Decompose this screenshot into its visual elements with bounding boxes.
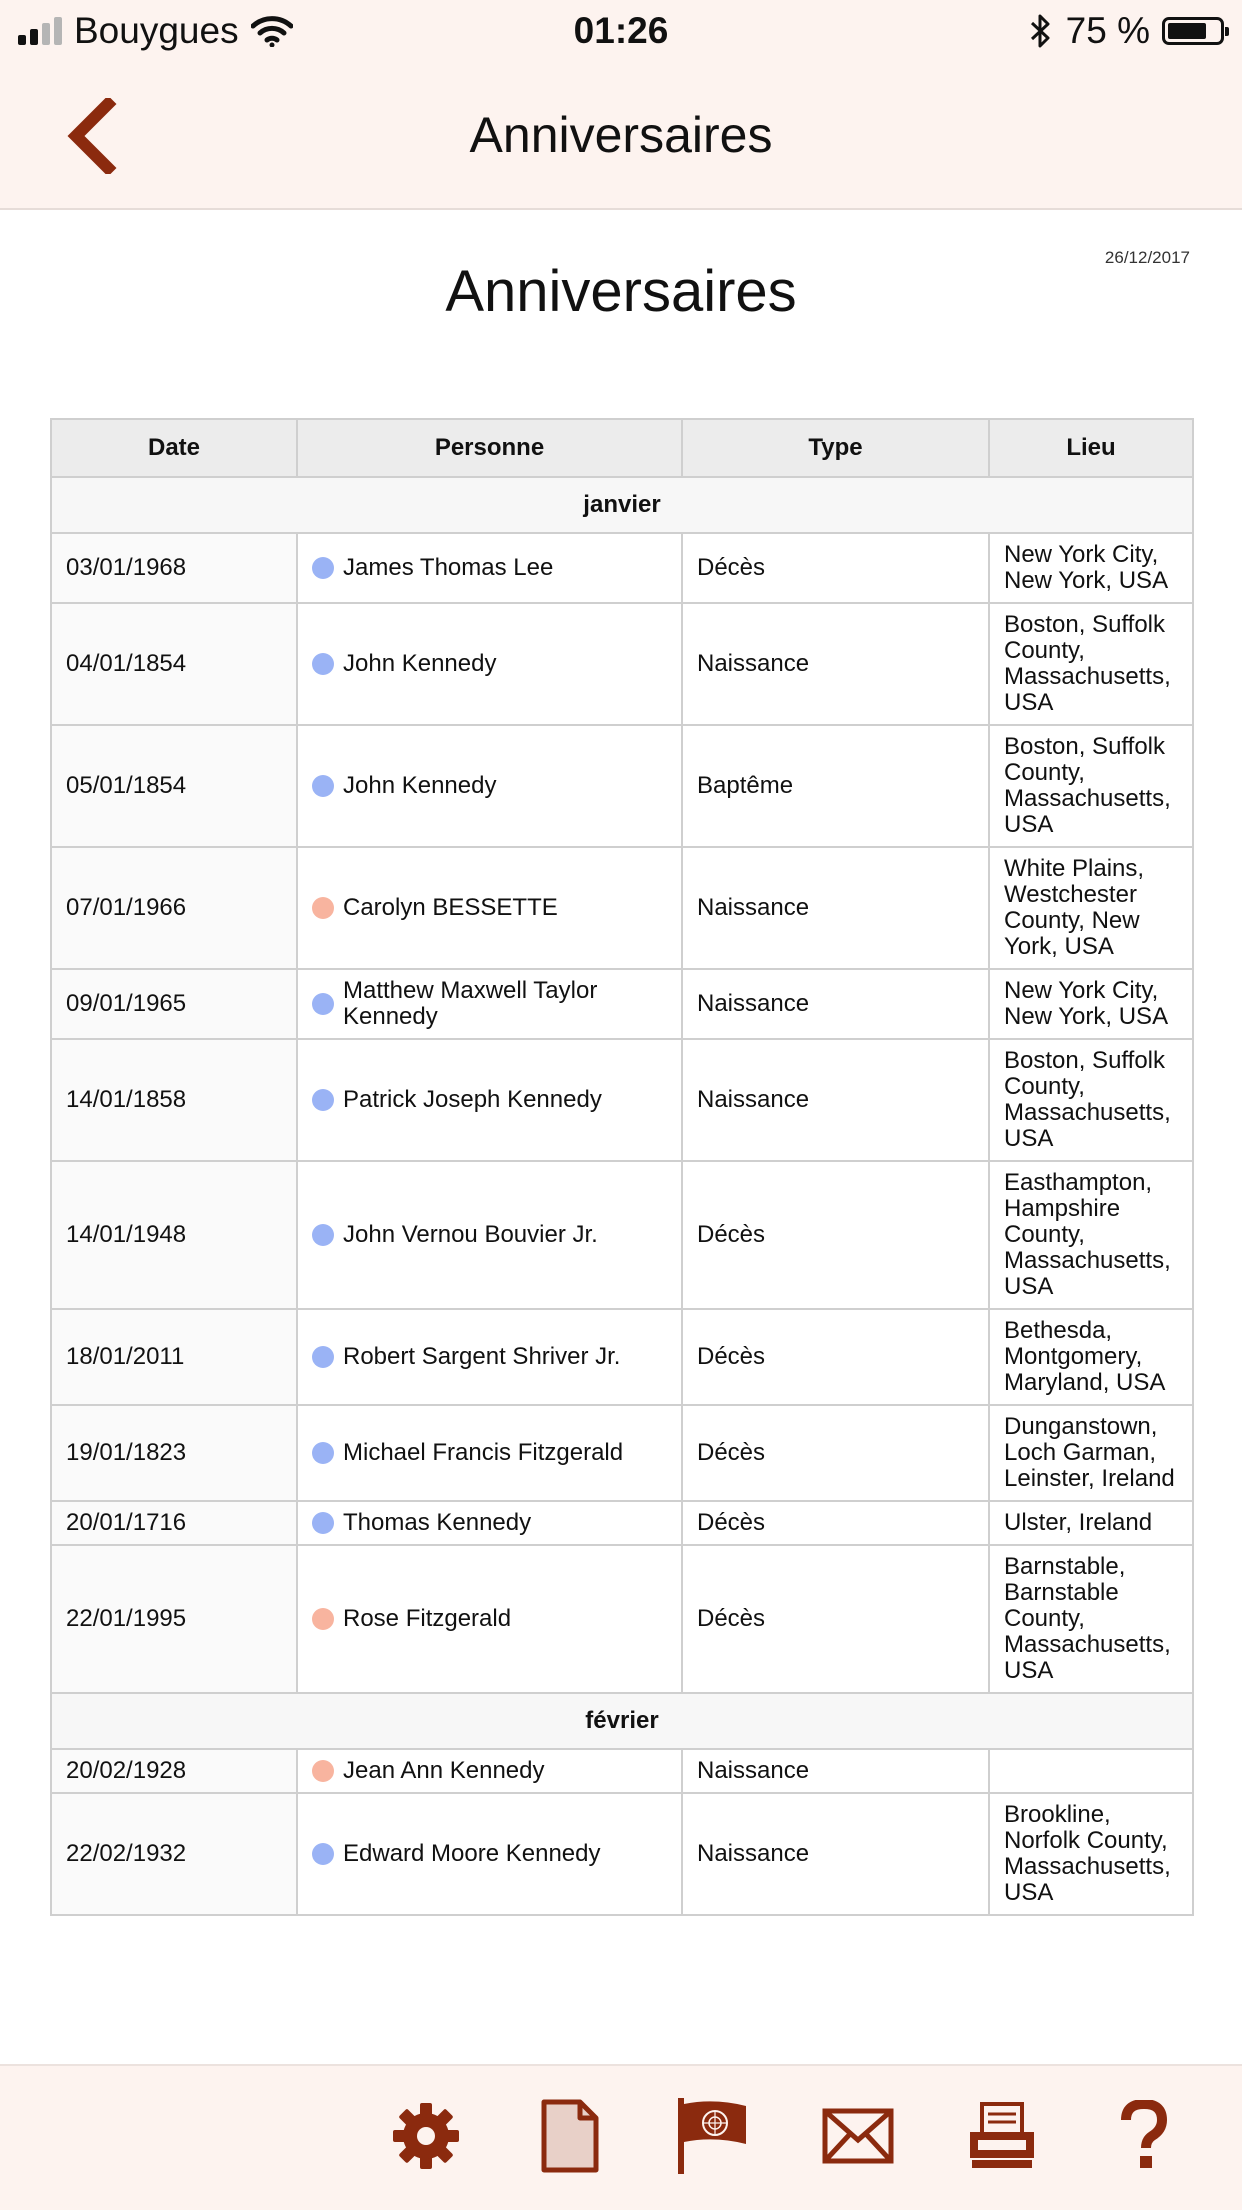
cell-place: Easthampton, Hampshire County, Massachusetts, USA [989, 1161, 1193, 1309]
cell-date: 07/01/1966 [51, 847, 297, 969]
report-date: 26/12/2017 [1104, 248, 1190, 267]
cell-type: Naissance [682, 969, 989, 1039]
person-name: Carolyn BESSETTE [343, 894, 558, 921]
table-row[interactable] [51, 1309, 1193, 1405]
cell-place [989, 1749, 1193, 1793]
help-question-icon[interactable] [1104, 2096, 1184, 2176]
nav-bar [0, 62, 1242, 210]
cell-person[interactable] [297, 847, 682, 969]
cell-person[interactable] [297, 1501, 682, 1545]
person-wrapper [312, 1510, 667, 1536]
nav-title: Anniversaires [469, 107, 773, 163]
table-row[interactable] [51, 1405, 1193, 1501]
gender-dot-icon [312, 653, 334, 675]
cell-place: Bethesda, Montgomery, Maryland, USA [989, 1309, 1193, 1405]
gender-dot-icon [312, 1608, 334, 1630]
table-row[interactable] [51, 1545, 1193, 1693]
person-name: Rose Fitzgerald [343, 1605, 512, 1632]
person-name: John Kennedy [343, 650, 497, 677]
person-wrapper [312, 1222, 667, 1248]
person-name: Jean Ann Kennedy [343, 1757, 545, 1784]
cell-person[interactable] [297, 533, 682, 603]
status-time: 01:26 [573, 10, 669, 51]
month-label: janvier [51, 477, 1193, 533]
report-title: Anniversaires [445, 259, 797, 324]
cell-date: 14/01/1858 [51, 1039, 297, 1161]
person-wrapper [312, 1344, 667, 1370]
cell-date: 19/01/1823 [51, 1405, 297, 1501]
month-group-row [51, 477, 1193, 533]
table-row[interactable] [51, 969, 1193, 1039]
table-row[interactable] [51, 847, 1193, 969]
cell-type: Décès [682, 1501, 989, 1545]
header-person: Personne [297, 419, 682, 477]
anniversaries-table [50, 418, 1194, 1916]
cell-date: 04/01/1854 [51, 603, 297, 725]
cell-date: 18/01/2011 [51, 1309, 297, 1405]
header-date: Date [51, 419, 297, 477]
gender-dot-icon [312, 1760, 334, 1782]
cell-place: White Plains, Westchester County, New York, USA [989, 847, 1193, 969]
person-wrapper [312, 895, 667, 921]
printer-icon[interactable] [962, 2096, 1042, 2176]
table-row[interactable] [51, 1749, 1193, 1793]
cell-type: Décès [682, 533, 989, 603]
bottom-toolbar [0, 2064, 1242, 2210]
cell-place: New York City, New York, USA [989, 969, 1193, 1039]
battery-icon [1162, 17, 1224, 45]
person-name: Thomas Kennedy [343, 1509, 532, 1536]
person-wrapper [312, 773, 667, 799]
cell-person[interactable] [297, 1749, 682, 1793]
cell-person[interactable] [297, 725, 682, 847]
battery-fill [1168, 23, 1206, 39]
person-wrapper [312, 651, 667, 677]
month-group-row [51, 1693, 1193, 1749]
cell-place: New York City, New York, USA [989, 533, 1193, 603]
carrier-name: Bouygues [74, 10, 239, 51]
cell-person[interactable] [297, 1161, 682, 1309]
cell-person[interactable] [297, 1793, 682, 1915]
gender-dot-icon [312, 1089, 334, 1111]
person-wrapper [312, 1841, 667, 1867]
table-row[interactable] [51, 725, 1193, 847]
cell-place: Dunganstown, Loch Garman, Leinster, Ireland [989, 1405, 1193, 1501]
cell-type: Naissance [682, 847, 989, 969]
cell-person[interactable] [297, 1309, 682, 1405]
cell-date: 03/01/1968 [51, 533, 297, 603]
cell-person[interactable] [297, 603, 682, 725]
cell-place: Boston, Suffolk County, Massachusetts, USA [989, 603, 1193, 725]
gender-dot-icon [312, 993, 334, 1015]
header-place: Lieu [989, 419, 1193, 477]
gender-dot-icon [312, 1346, 334, 1368]
person-name: John Kennedy [343, 772, 497, 799]
table-row[interactable] [51, 533, 1193, 603]
table-header-row [51, 419, 1193, 477]
header-type: Type [682, 419, 989, 477]
cell-type: Décès [682, 1161, 989, 1309]
person-name: James Thomas Lee [343, 554, 554, 581]
person-wrapper [312, 1440, 667, 1466]
report-content[interactable] [0, 210, 1242, 2062]
gender-dot-icon [312, 1843, 334, 1865]
person-wrapper [312, 1606, 667, 1632]
person-wrapper [312, 978, 667, 1030]
cell-date: 14/01/1948 [51, 1161, 297, 1309]
gender-dot-icon [312, 775, 334, 797]
mail-envelope-icon[interactable] [818, 2096, 898, 2176]
cell-date: 20/02/1928 [51, 1749, 297, 1793]
cell-place: Boston, Suffolk County, Massachusetts, USA [989, 1039, 1193, 1161]
cell-type: Naissance [682, 603, 989, 725]
status-right [1028, 10, 1224, 52]
cell-date: 22/01/1995 [51, 1545, 297, 1693]
person-name: Edward Moore Kennedy [343, 1840, 601, 1867]
cell-date: 20/01/1716 [51, 1501, 297, 1545]
settings-gear-icon[interactable] [386, 2096, 466, 2176]
bluetooth-icon [1028, 13, 1052, 49]
table-row[interactable] [51, 1039, 1193, 1161]
cell-type: Naissance [682, 1749, 989, 1793]
cell-type: Naissance [682, 1793, 989, 1915]
table-row[interactable] [51, 1793, 1193, 1915]
gender-dot-icon [312, 1442, 334, 1464]
cell-place: Brookline, Norfolk County, Massachusetts, USA [989, 1793, 1193, 1915]
cell-person[interactable] [297, 969, 682, 1039]
cell-date: 05/01/1854 [51, 725, 297, 847]
status-bar [0, 0, 1242, 62]
cell-place: Ulster, Ireland [989, 1501, 1193, 1545]
person-name: Patrick Joseph Kennedy [343, 1086, 602, 1113]
cell-type: Baptême [682, 725, 989, 847]
gender-dot-icon [312, 897, 334, 919]
table-row[interactable] [51, 1161, 1193, 1309]
cell-place: Barnstable, Barnstable County, Massachusetts, USA [989, 1545, 1193, 1693]
cell-date: 09/01/1965 [51, 969, 297, 1039]
cell-type: Naissance [682, 1039, 989, 1161]
gender-dot-icon [312, 1224, 334, 1246]
person-wrapper [312, 555, 667, 581]
document-icon[interactable] [530, 2096, 610, 2176]
cell-type: Décès [682, 1309, 989, 1405]
month-label: février [51, 1693, 1193, 1749]
battery-percent: 75 % [1065, 10, 1150, 51]
person-name: John Vernou Bouvier Jr. [343, 1221, 598, 1248]
un-flag-icon[interactable] [672, 2096, 752, 2176]
person-name: Matthew Maxwell Taylor Kennedy [343, 977, 598, 1030]
table-row[interactable] [51, 603, 1193, 725]
cell-person[interactable] [297, 1545, 682, 1693]
cell-date: 22/02/1932 [51, 1793, 297, 1915]
back-chevron-icon[interactable] [62, 98, 122, 174]
cell-person[interactable] [297, 1039, 682, 1161]
person-wrapper [312, 1087, 667, 1113]
gender-dot-icon [312, 1512, 334, 1534]
cell-type: Décès [682, 1545, 989, 1693]
cell-place: Boston, Suffolk County, Massachusetts, USA [989, 725, 1193, 847]
person-name: Robert Sargent Shriver Jr. [343, 1343, 621, 1370]
gender-dot-icon [312, 557, 334, 579]
cell-person[interactable] [297, 1405, 682, 1501]
person-name: Michael Francis Fitzgerald [343, 1439, 624, 1466]
cell-type: Décès [682, 1405, 989, 1501]
table-row[interactable] [51, 1501, 1193, 1545]
person-wrapper [312, 1758, 667, 1784]
